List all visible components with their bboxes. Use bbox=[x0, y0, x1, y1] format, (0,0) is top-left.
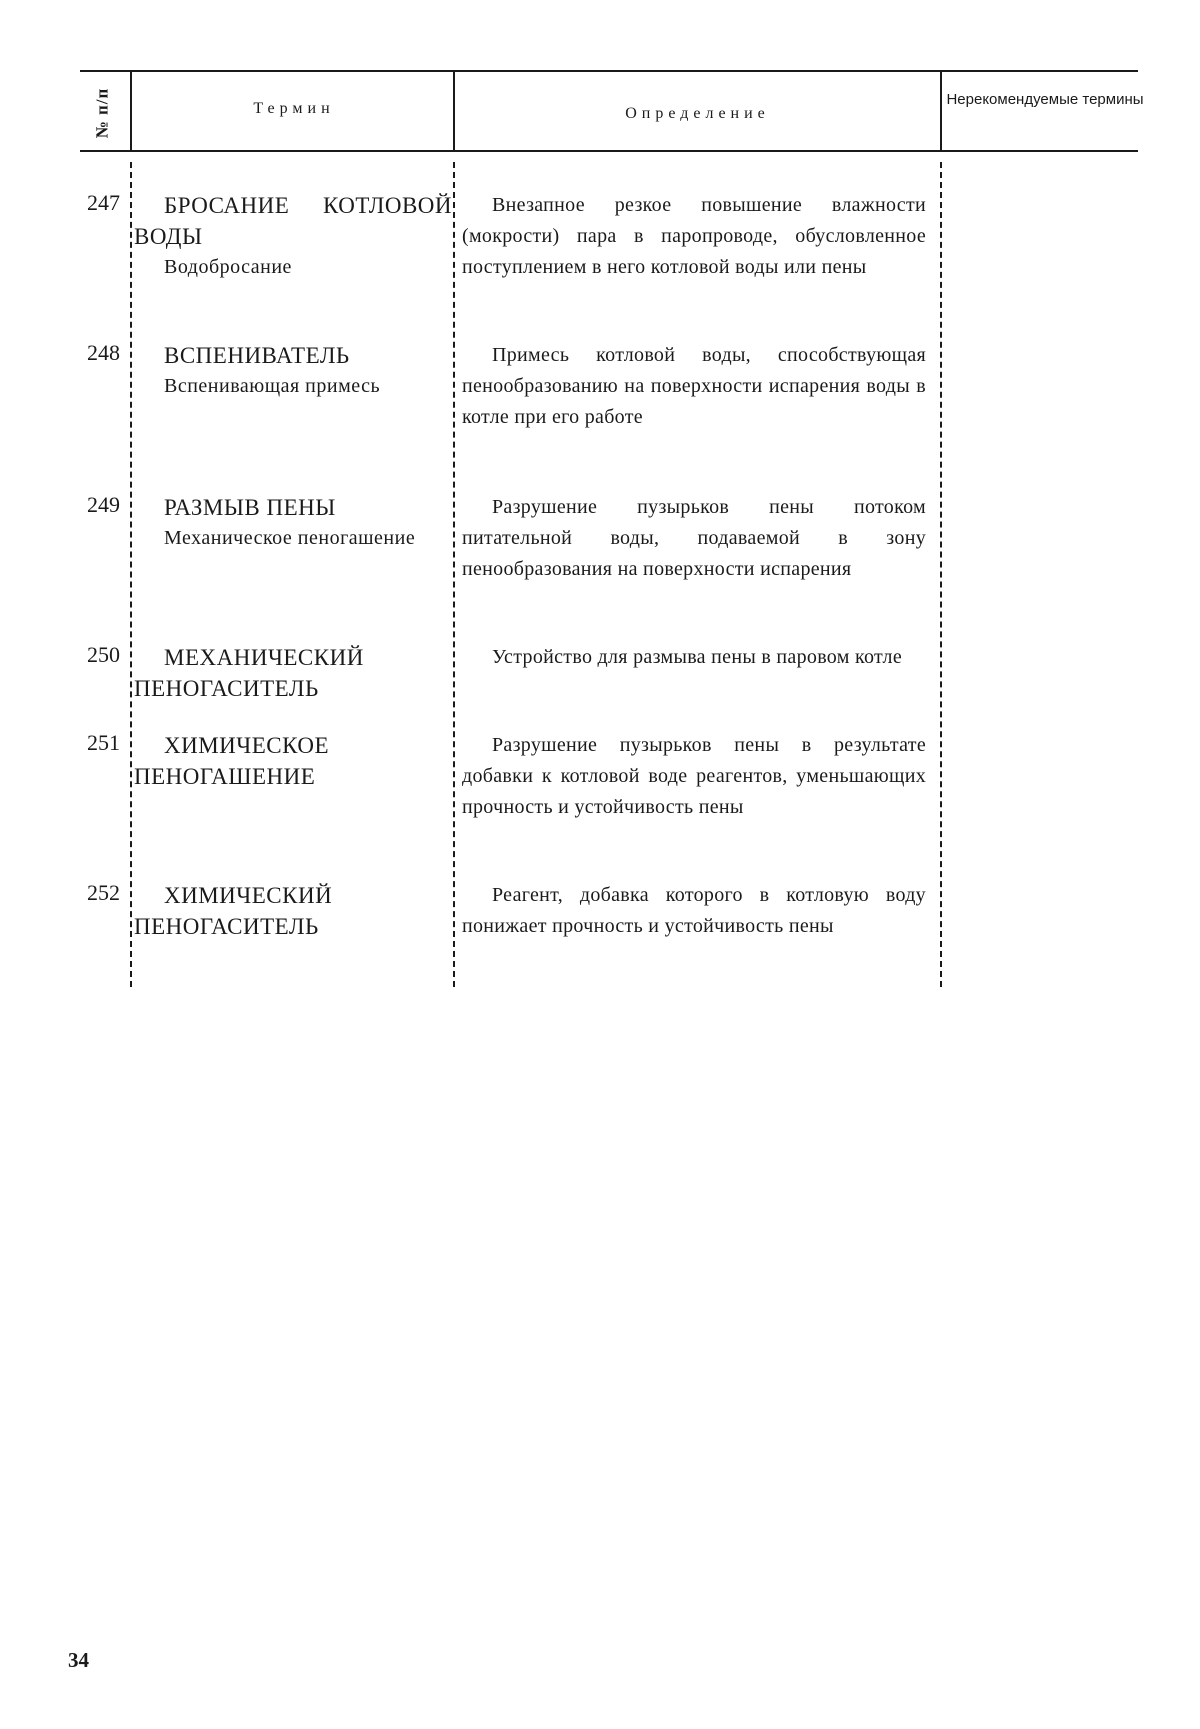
body-divider-definition bbox=[940, 162, 942, 987]
header-term: Термин bbox=[253, 100, 335, 117]
term-synonym: Водобросание bbox=[164, 256, 292, 278]
row-number: 247 bbox=[87, 190, 120, 215]
row-term bbox=[134, 730, 452, 792]
column-divider-num bbox=[130, 70, 132, 150]
page-number: 34 bbox=[68, 1648, 89, 1672]
row-number: 248 bbox=[87, 340, 120, 365]
header-nonrecommended: Нерекомендуемые термины bbox=[946, 91, 1144, 108]
term-main: ВСПЕНИВАТЕЛЬ bbox=[164, 343, 350, 368]
row-term bbox=[134, 642, 452, 704]
row-definition: Примесь котловой воды, способствующая пенообразованию на поверхности испарения воды в котле при его работе bbox=[462, 344, 926, 428]
row-term bbox=[134, 492, 452, 554]
row-definition: Реагент, добавка которого в котловую воду понижает прочность и устойчивость пены bbox=[462, 884, 926, 937]
header-definition: Определение bbox=[625, 105, 770, 122]
header-number-label: № п/п bbox=[92, 87, 111, 139]
row-definition: Внезапное резкое повышение влажности (мокрости) пара в паропроводе, обусловленное поступлением в него котловой воды или пены bbox=[462, 194, 926, 278]
row-term bbox=[134, 880, 452, 942]
term-synonym: Механическое пеногашение bbox=[164, 527, 416, 549]
row-number: 252 bbox=[87, 880, 120, 905]
term-main: ХИМИЧЕСКИЙ ПЕНОГАСИТЕЛЬ bbox=[134, 883, 333, 939]
header-number bbox=[82, 78, 122, 148]
term-main: РАЗМЫВ ПЕНЫ bbox=[164, 495, 336, 520]
term-synonym: Вспенивающая примесь bbox=[164, 375, 381, 397]
row-number: 249 bbox=[87, 492, 120, 517]
body-divider-num bbox=[130, 162, 132, 987]
term-main: БРОСАНИЕ КОТЛОВОЙ ВОДЫ bbox=[134, 193, 452, 249]
table-header-rule bbox=[80, 150, 1138, 152]
term-main: ХИМИЧЕСКОЕ ПЕНОГАШЕНИЕ bbox=[134, 733, 330, 789]
row-definition: Разрушение пузырьков пены потоком питательной воды, подаваемой в зону пенообразования на поверхности испарения bbox=[462, 496, 926, 580]
body-divider-term bbox=[453, 162, 455, 987]
column-divider-definition bbox=[940, 70, 942, 150]
row-term bbox=[134, 340, 452, 402]
term-main: МЕХАНИЧЕСКИЙ ПЕНОГАСИТЕЛЬ bbox=[134, 645, 364, 701]
table-top-rule bbox=[80, 70, 1138, 72]
row-term bbox=[134, 190, 452, 283]
row-number: 251 bbox=[87, 730, 120, 755]
row-number: 250 bbox=[87, 642, 120, 667]
row-definition: Устройство для размыва пены в паровом котле bbox=[492, 646, 903, 668]
row-definition: Разрушение пузырьков пены в результате добавки к котловой воде реагентов, уменьшающих прочность и устойчивость пены bbox=[462, 734, 926, 818]
